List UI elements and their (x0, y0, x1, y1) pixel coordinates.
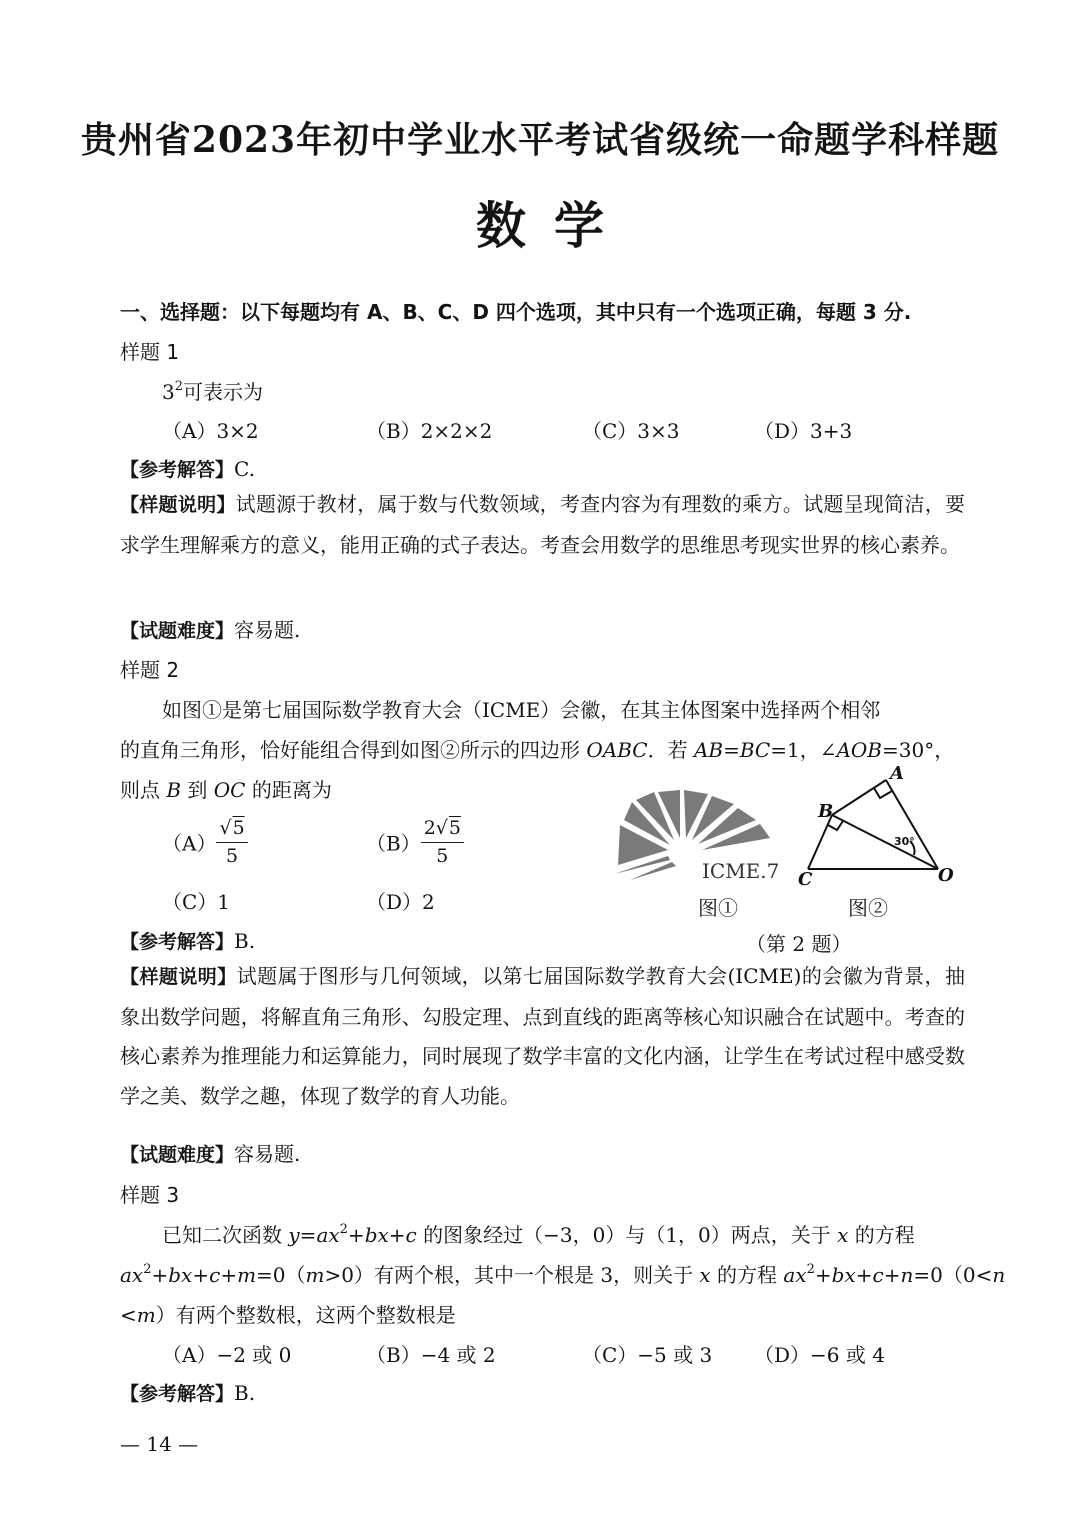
q2-option-c: （C）1 (162, 890, 231, 914)
q1-stem-base: 3 (162, 380, 175, 404)
q3-var: ax (120, 1263, 144, 1287)
q3-answer (120, 1379, 255, 1406)
subject-title: 数学 (476, 196, 632, 255)
q2-option-a-fraction: $\frac{√5}{5}$ (216, 815, 247, 869)
q2-text: ．若 (647, 738, 694, 762)
q3-var: bx (168, 1263, 193, 1287)
angle-label: 30° (894, 835, 915, 848)
q3-var: m (136, 1303, 156, 1327)
icme-logo-figure (610, 790, 785, 885)
q3-text: >0）有两个根，其中一个根是 3，则关于 (324, 1263, 700, 1287)
q3-var: m (305, 1263, 325, 1287)
q3-text: = (299, 1223, 317, 1247)
q3-var: bx (831, 1263, 856, 1287)
q3-option-d: （D）−6 或 4 (754, 1343, 885, 1367)
q3-stem-line2 (120, 1259, 1005, 1288)
q1-label: 样题 1 (120, 340, 180, 364)
q2-option-a-radicand: 5 (232, 817, 245, 839)
segment-bc (808, 815, 832, 869)
q2-var-b: B (166, 778, 182, 802)
q1-difficulty-value: 容易题. (234, 618, 301, 642)
q2-text: =1，∠ (770, 738, 837, 762)
q2-text: =30°， (882, 738, 955, 762)
fig1-caption: 图① (698, 896, 738, 920)
q3-stem-line1 (162, 1219, 915, 1248)
q1-option-d: （D）3+3 (754, 419, 853, 443)
q1-stem-rest: 可表示为 (183, 380, 264, 404)
q3-text: ）有两个整数根，这两个整数根是 (155, 1303, 456, 1327)
q2-text: = (723, 738, 740, 762)
q3-label: 样题 3 (120, 1183, 180, 1207)
q2-explanation (120, 957, 965, 1116)
q1-option-c: （C）3×3 (582, 419, 680, 443)
q2-difficulty-tag: 【试题难度】 (120, 1144, 235, 1166)
q2-stem-line2 (120, 734, 954, 763)
q2-option-b-fraction: $\frac{2√5}{5}$ (421, 815, 464, 869)
q3-text: 已知二次函数 (162, 1223, 289, 1247)
q2-option-d: （D）2 (366, 890, 435, 914)
q2-difficulty (120, 1138, 300, 1167)
q3-text: + (151, 1263, 169, 1287)
q2-var-oc: OC (213, 778, 246, 802)
q1-stem (162, 376, 263, 405)
q2-var-oabc: OABC (586, 738, 648, 762)
q2-answer-value: B. (234, 929, 256, 953)
q3-text: + (883, 1263, 901, 1287)
point-b-label: B (818, 801, 834, 822)
q3-text: + (347, 1223, 365, 1247)
fig2-caption: 图② (848, 896, 888, 920)
q2-option-a-den: 5 (226, 845, 239, 867)
section-heading: 一、选择题：以下每题均有 A、B、C、D 四个选项，其中只有一个选项正确，每题 3 分. (120, 300, 912, 324)
q1-difficulty (120, 614, 300, 643)
q2-option-b-label: （B） (366, 831, 421, 856)
q2-difficulty-value: 容易题. (234, 1142, 301, 1166)
figure-caption: （第 2 题） (746, 932, 852, 956)
point-a-label: A (890, 765, 904, 784)
q3-var: c (405, 1223, 417, 1247)
q2-label: 样题 2 (120, 658, 180, 682)
q3-text: =0（0< (913, 1263, 993, 1287)
q3-var: y (288, 1223, 300, 1247)
q3-text: + (388, 1223, 406, 1247)
q2-option-b-radicand: 5 (448, 817, 461, 839)
q3-var: c (209, 1263, 221, 1287)
q1-explain-tag: 【样题说明】 (120, 494, 236, 516)
document-title: 贵州省2023年初中学业水平考试省级统一命题学科样题 (80, 119, 1000, 161)
q3-var: c (872, 1263, 884, 1287)
q3-var: m (237, 1263, 257, 1287)
quadrilateral-figure (790, 765, 965, 890)
point-c-label: C (798, 869, 813, 890)
q3-answer-value: B. (234, 1381, 256, 1405)
q2-option-b-den: 5 (436, 845, 449, 867)
q2-stem-line3 (120, 774, 332, 803)
right-angle-mark-b (828, 821, 843, 830)
q1-answer-tag: 【参考解答】 (120, 459, 235, 481)
q2-var-bc: BC (739, 738, 771, 762)
q3-var: n (900, 1263, 914, 1287)
q3-text: + (855, 1263, 873, 1287)
q1-explanation (120, 485, 965, 565)
q2-option-b-coef: 2 (423, 817, 436, 839)
q2-var-ab: AB (693, 738, 724, 762)
q1-difficulty-tag: 【试题难度】 (120, 620, 235, 642)
q2-stem-line1: 如图①是第七届国际数学教育大会（ICME）会徽，在其主体图案中选择两个相邻 (162, 698, 881, 722)
q2-explain-tag: 【样题说明】 (120, 966, 237, 988)
q2-option-a-label: （A） (162, 831, 217, 856)
q3-text: + (220, 1263, 238, 1287)
q3-stem-line3 (120, 1299, 456, 1328)
q3-exp: 2 (143, 1262, 152, 1277)
segment-ab (832, 780, 886, 815)
q3-var: ax (316, 1223, 340, 1247)
q2-text: 到 (181, 778, 214, 802)
q3-var: x (699, 1263, 711, 1287)
q2-option-b (366, 815, 464, 869)
page-number: — 14 — (120, 1432, 199, 1456)
q3-var: ax (783, 1263, 807, 1287)
q2-text: 则点 (120, 778, 167, 802)
q3-text: =0（ (256, 1263, 306, 1287)
q3-option-c: （C）−5 或 3 (582, 1343, 713, 1367)
q3-answer-tag: 【参考解答】 (120, 1383, 235, 1405)
q1-answer (120, 455, 255, 482)
q2-answer (120, 927, 255, 954)
q1-option-a: （A）3×2 (162, 419, 259, 443)
q2-var-aob: AOB (836, 738, 883, 762)
q2-text: 的直角三角形，恰好能组合得到如图②所示的四边形 (120, 738, 587, 762)
q1-stem-exp: 2 (174, 379, 184, 394)
q3-option-a: （A）−2 或 0 (162, 1343, 292, 1367)
q3-text: 的方程 (848, 1223, 915, 1247)
q3-var: n (992, 1263, 1006, 1287)
icme-logo-text: ICME.7 (702, 859, 780, 883)
q3-option-b: （B）−4 或 2 (366, 1343, 496, 1367)
q3-text: 的图象经过（−3，0）与（1，0）两点，关于 (416, 1223, 838, 1247)
q3-text: + (814, 1263, 832, 1287)
q2-answer-tag: 【参考解答】 (120, 931, 235, 953)
q3-text: 的方程 (710, 1263, 784, 1287)
q1-option-b: （B）2×2×2 (366, 419, 493, 443)
q3-exp: 2 (339, 1222, 348, 1237)
q3-exp: 2 (806, 1262, 815, 1277)
q3-text: + (192, 1263, 210, 1287)
q2-option-a (162, 815, 248, 869)
right-angle-mark-a (874, 788, 892, 798)
q2-explain-text: 试题属于图形与几何领域，以第七届国际数学教育大会(ICME)的会徽为背景，抽象出数学问题，将解直角三角形、勾股定理、点到直线的距离等核心知识融合在试题中。考查的核心素养为推理能力和运算能力，同时展现了数学丰富的文化内涵，让学生在考试过程中感受数学之美、数学之趣，体现了数学的育人功能。 (120, 964, 965, 1108)
q1-answer-value: C. (234, 457, 255, 481)
q1-explain-text: 试题源于教材，属于数与代数领域，考查内容为有理数的乘方。试题呈现简洁，要求学生理解乘方的意义，能用正确的式子表达。考查会用数学的思维思考现实世界的核心素养。 (120, 492, 965, 557)
q2-text: 的距离为 (245, 778, 332, 802)
point-o-label: O (938, 865, 954, 886)
q3-text: < (120, 1303, 137, 1327)
q3-var: x (837, 1223, 849, 1247)
q3-var: bx (364, 1223, 389, 1247)
